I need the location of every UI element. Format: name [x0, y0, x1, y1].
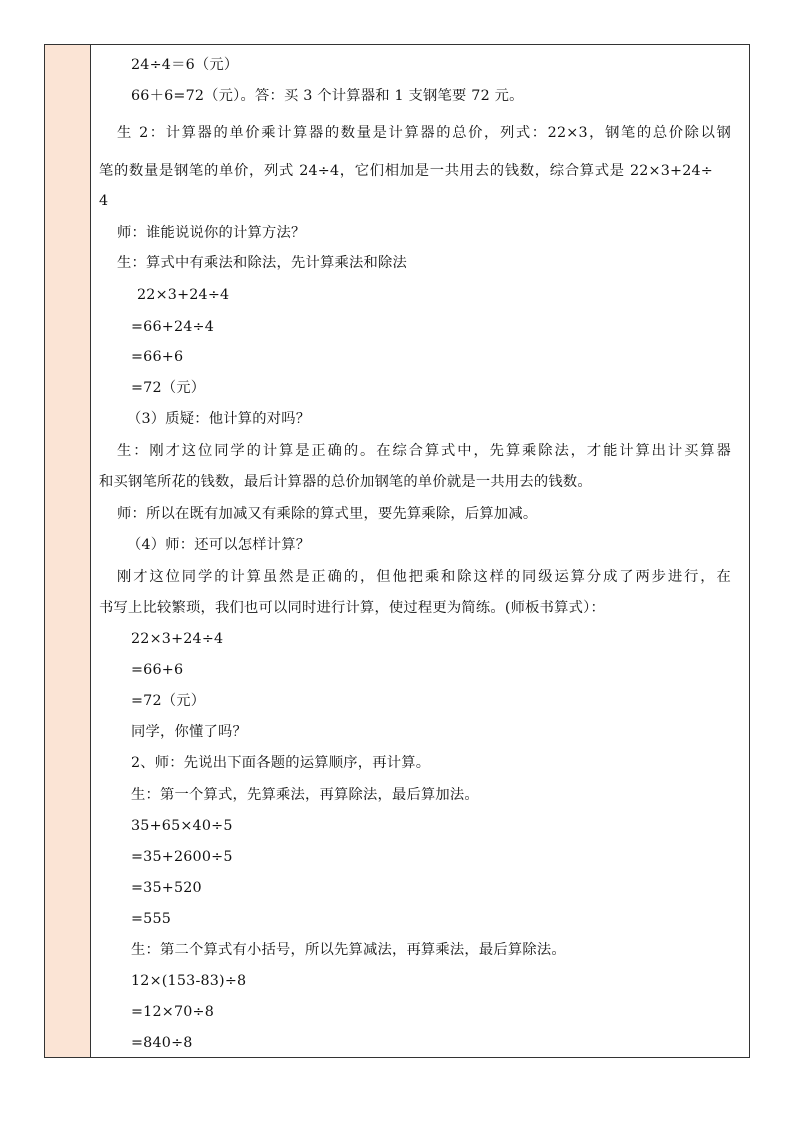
text-line-32: =840÷8 — [131, 1035, 193, 1051]
text-line-14: 和买钢笔所花的钱数，最后计算器的总价加钢笔的单价就是一共用去的钱数。 — [99, 474, 592, 490]
text-line-23: 2、师：先说出下面各题的运算顺序，再计算。 — [131, 755, 431, 771]
text-line-31: =12×70÷8 — [131, 1004, 215, 1020]
text-line-8: 22×3+24÷4 — [137, 287, 230, 303]
text-line-19: 22×3+24÷4 — [131, 631, 224, 647]
text-line-22: 同学，你懂了吗？ — [131, 724, 247, 740]
text-line-10: =66+6 — [131, 349, 184, 365]
text-line-11: =72（元） — [131, 380, 206, 396]
text-line-9: =66+24÷4 — [131, 319, 215, 335]
text-line-16: （4）师：还可以怎样计算？ — [127, 537, 311, 553]
text-line-29: 生：第二个算式有小括号，所以先算减法，再算乘法，最后算除法。 — [131, 942, 566, 958]
text-line-4: 笔的数量是钢笔的单价，列式 24÷4，它们相加是一共用去的钱数，综合算式是 22×3+24÷ — [99, 163, 713, 179]
text-line-28: =555 — [131, 911, 172, 927]
text-line-27: =35+520 — [131, 880, 202, 896]
lesson-content — [91, 45, 749, 1057]
text-line-15: 师：所以在既有加减又有乘除的算式里，要先算乘除，后算加减。 — [117, 506, 538, 522]
text-line-18: 书写上比较繁琐，我们也可以同时进行计算，使过程更为简练。(师板书算式）： — [99, 600, 606, 616]
text-line-17: 刚才这位同学的计算虽然是正确的，但他把乘和除这样的同级运算分成了两步进行，在 — [117, 569, 731, 585]
text-line-21: =72（元） — [131, 693, 206, 709]
text-line-7: 生：算式中有乘法和除法，先计算乘法和除法 — [117, 255, 407, 271]
text-line-5: 4 — [99, 193, 109, 209]
text-line-26: =35+2600÷5 — [131, 849, 233, 865]
text-line-20: =66+6 — [131, 662, 184, 678]
text-line-25: 35+65×40÷5 — [131, 818, 233, 834]
text-line-2: 66＋6=72（元）。答：买 3 个计算器和 1 支钢笔要 72 元。 — [131, 88, 524, 104]
left-margin-column — [45, 45, 91, 1057]
text-line-6: 师：谁能说说你的计算方法？ — [117, 225, 306, 241]
text-line-1: 24÷4＝6（元） — [131, 57, 239, 73]
text-line-13: 生：刚才这位同学的计算是正确的。在综合算式中，先算乘除法，才能计算出计买算器 — [117, 443, 731, 459]
text-line-12: （3）质疑：他计算的对吗？ — [127, 411, 311, 427]
text-line-24: 生：第一个算式，先算乘法，再算除法，最后算加法。 — [131, 787, 479, 803]
lesson-table — [44, 44, 750, 1058]
text-line-3: 生 2：计算器的单价乘计算器的数量是计算器的总价，列式：22×3，钢笔的总价除以钢 — [117, 125, 731, 141]
text-line-30: 12×(153-83)÷8 — [131, 973, 247, 989]
